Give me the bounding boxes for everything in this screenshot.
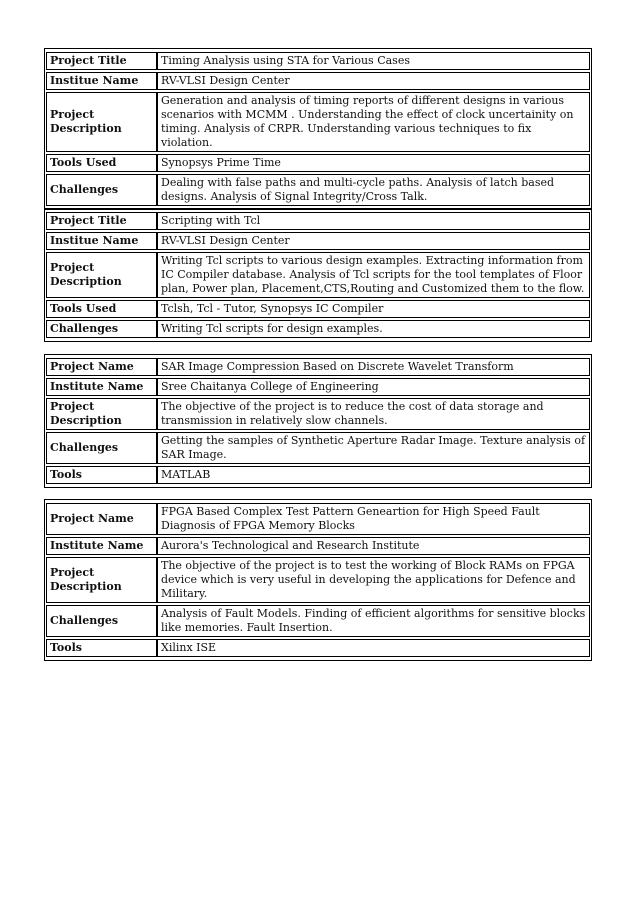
row-value: SAR Image Compression Based on Discrete Wavelet Transform bbox=[157, 358, 590, 376]
row-label: Challenges bbox=[46, 605, 157, 637]
table-row bbox=[46, 154, 590, 172]
row-value: Xilinx ISE bbox=[157, 639, 590, 657]
row-value: The objective of the project is to test the working of Block RAMs on FPGA device which is very useful in developing the applications for Defence and Military. bbox=[157, 557, 590, 603]
row-value: Dealing with false paths and multi-cycle paths. Analysis of latch based designs. Analysis of Signal Integrity/Cross Talk. bbox=[157, 174, 590, 206]
row-label: Project Title bbox=[46, 52, 157, 70]
table-row bbox=[46, 212, 590, 230]
row-value: Aurora's Technological and Research Institute bbox=[157, 537, 590, 555]
project-table-tcl-scripting bbox=[44, 208, 592, 342]
row-value: MATLAB bbox=[157, 466, 590, 484]
row-label: Institue Name bbox=[46, 232, 157, 250]
row-label: Project Description bbox=[46, 92, 157, 152]
row-value: RV-VLSI Design Center bbox=[157, 232, 590, 250]
row-label: Tools bbox=[46, 639, 157, 657]
row-value: Timing Analysis using STA for Various Cases bbox=[157, 52, 590, 70]
table-row bbox=[46, 72, 590, 90]
table-row bbox=[46, 358, 590, 376]
table-row bbox=[46, 378, 590, 396]
row-value: Analysis of Fault Models. Finding of efficient algorithms for sensitive blocks like memories. Fault Insertion. bbox=[157, 605, 590, 637]
row-value: Writing Tcl scripts to various design examples. Extracting information from IC Compiler database. Analysis of Tcl scripts for the tool templates of Floor plan, Power plan, Placement,CTS,Routing and Customized them to the flow. bbox=[157, 252, 590, 298]
row-value: Generation and analysis of timing reports of different designs in various scenarios with MCMM . Understanding the effect of clock uncertainity on timing. Analysis of CRPR. Understanding various techniques to fix violation. bbox=[157, 92, 590, 152]
row-label: Project Description bbox=[46, 252, 157, 298]
project-table-sar-compression bbox=[44, 354, 592, 488]
table-row bbox=[46, 252, 590, 298]
table-row bbox=[46, 605, 590, 637]
row-value: Getting the samples of Synthetic Aperture Radar Image. Texture analysis of SAR Image. bbox=[157, 432, 590, 464]
table-row bbox=[46, 398, 590, 430]
row-label: Tools Used bbox=[46, 300, 157, 318]
row-label: Institute Name bbox=[46, 378, 157, 396]
row-value: Sree Chaitanya College of Engineering bbox=[157, 378, 590, 396]
project-table-timing-analysis bbox=[44, 48, 592, 210]
row-label: Institue Name bbox=[46, 72, 157, 90]
table-row bbox=[46, 52, 590, 70]
row-label: Tools bbox=[46, 466, 157, 484]
row-label: Challenges bbox=[46, 432, 157, 464]
row-label: Tools Used bbox=[46, 154, 157, 172]
project-table-fpga-test-pattern bbox=[44, 499, 592, 661]
table-row bbox=[46, 466, 590, 484]
row-value: Tclsh, Tcl - Tutor, Synopsys IC Compiler bbox=[157, 300, 590, 318]
row-label: Project Name bbox=[46, 503, 157, 535]
row-value: FPGA Based Complex Test Pattern Geneartion for High Speed Fault Diagnosis of FPGA Memory Blocks bbox=[157, 503, 590, 535]
table-row bbox=[46, 537, 590, 555]
table-row bbox=[46, 300, 590, 318]
table-row bbox=[46, 92, 590, 152]
table-row bbox=[46, 320, 590, 338]
row-value: Writing Tcl scripts for design examples. bbox=[157, 320, 590, 338]
table-row bbox=[46, 174, 590, 206]
table-row bbox=[46, 557, 590, 603]
row-value: The objective of the project is to reduce the cost of data storage and transmission in relatively slow channels. bbox=[157, 398, 590, 430]
row-label: Institute Name bbox=[46, 537, 157, 555]
row-label: Challenges bbox=[46, 320, 157, 338]
row-label: Challenges bbox=[46, 174, 157, 206]
row-label: Project Title bbox=[46, 212, 157, 230]
row-label: Project Description bbox=[46, 398, 157, 430]
table-row bbox=[46, 232, 590, 250]
row-value: Scripting with Tcl bbox=[157, 212, 590, 230]
table-row bbox=[46, 432, 590, 464]
table-row bbox=[46, 639, 590, 657]
row-value: RV-VLSI Design Center bbox=[157, 72, 590, 90]
row-label: Project Description bbox=[46, 557, 157, 603]
table-row bbox=[46, 503, 590, 535]
row-label: Project Name bbox=[46, 358, 157, 376]
row-value: Synopsys Prime Time bbox=[157, 154, 590, 172]
